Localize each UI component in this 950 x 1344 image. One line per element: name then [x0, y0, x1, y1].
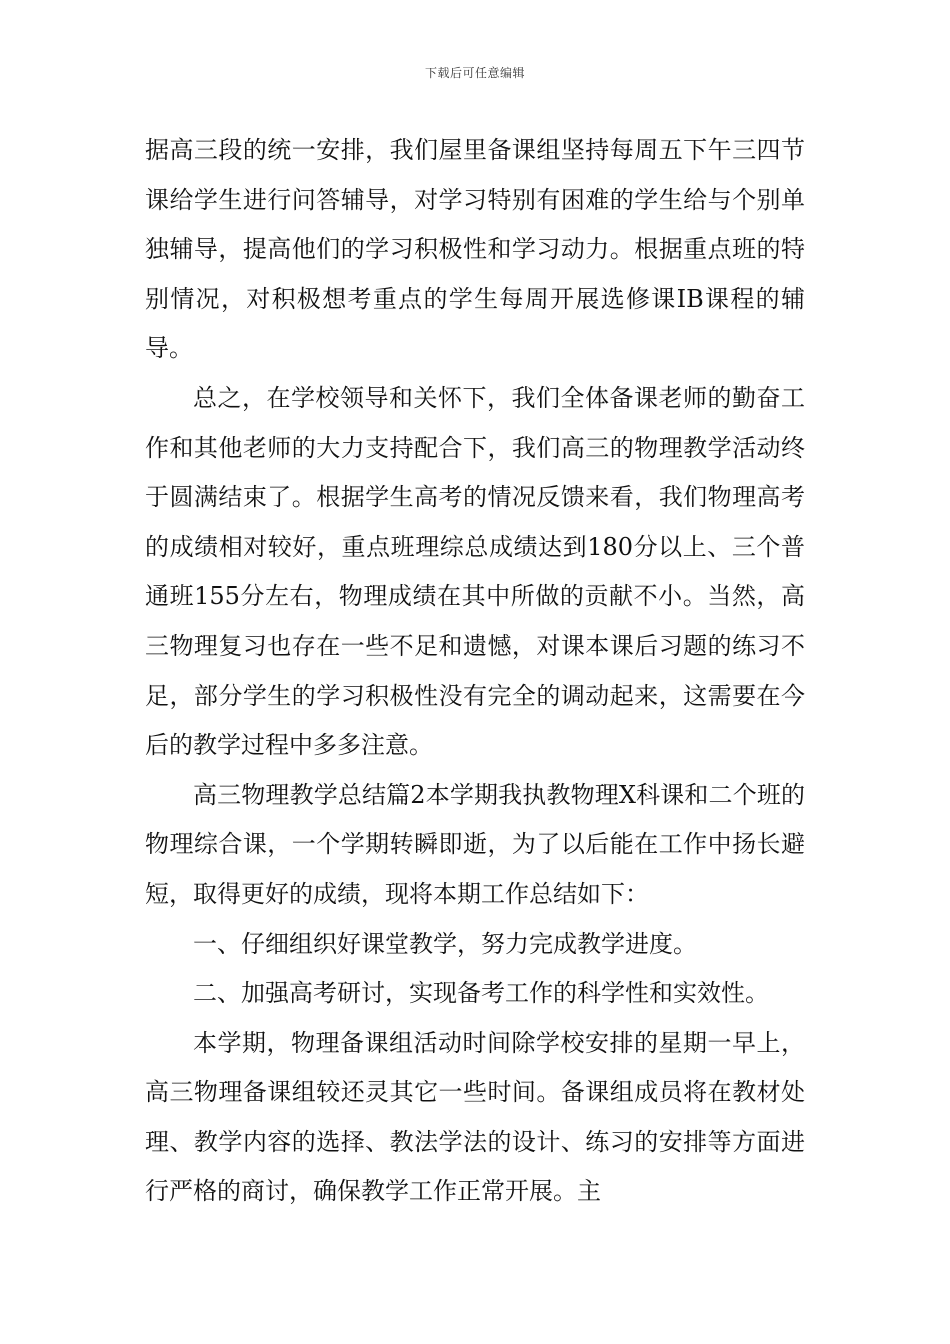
paragraph-6: 本学期，物理备课组活动时间除学校安排的星期一早上，高三物理备课组较还灵其它一些时间。备课组成员将在教材处理、教学内容的选择、教法学法的设计、练习的安排等方面进行严格的商讨，确保教学工作正常开展。主 [145, 1028, 805, 1206]
paragraph-4: 一、仔细组织好课堂教学，努力完成教学进度。 [193, 929, 697, 958]
paragraph-5: 二、加强高考研讨，实现备考工作的科学性和实效性。 [193, 979, 769, 1008]
paragraph-1: 据高三段的统一安排，我们屋里备课组坚持每周五下午三四节课给学生进行问答辅导，对学习特别有困难的学生给与个别单独辅导，提高他们的学习积极性和学习动力。根据重点班的特别情况，对积极想考重点的学生每周开展选修课IB课程的辅导。 [145, 136, 805, 363]
document-body [145, 126, 805, 1217]
page-header: 下载后可任意编辑 [424, 66, 525, 80]
paragraph-3: 高三物理教学总结篇2本学期我执教物理X科课和二个班的物理综合课，一个学期转瞬即逝，为了以后能在工作中扬长避短，取得更好的成绩，现将本期工作总结如下： [145, 780, 805, 908]
paragraph-2: 总之，在学校领导和关怀下，我们全体备课老师的勤奋工作和其他老师的大力支持配合下，我们高三的物理教学活动终于圆满结束了。根据学生高考的情况反馈来看，我们物理高考的成绩相对较好，重点班理综总成绩达到180分以上、三个普通班155分左右，物理成绩在其中所做的贡献不小。当然，高三物理复习也存在一些不足和遗憾，对课本课后习题的练习不足，部分学生的学习积极性没有完全的调动起来，这需要在今后的教学过程中多多注意。 [145, 383, 805, 760]
